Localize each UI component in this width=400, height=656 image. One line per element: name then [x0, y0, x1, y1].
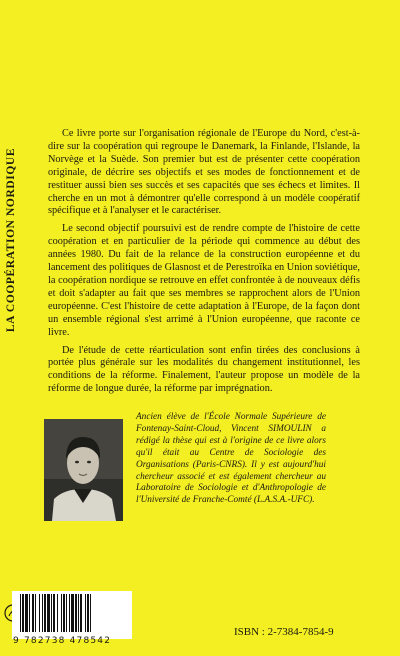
barcode-bar [78, 594, 79, 632]
summary-paragraph-1: Ce livre porte sur l'organisation régionale de l'Europe du Nord, c'est-à-dire sur la coopération qui regroupe le Danemark, la Finlande, l'Islande, la Norvège et la Suède. Son premier but est de présenter cette coopération originale, de décrire ses objectifs et ses modes de fonctionnement et de restituer aussi bien ses succès et ses capacités que ses échecs et limites. Il cherche en un mot à démontrer qu'elle correspond à un modèle coopératif spécifique et à l'analyser et le caractériser. [48, 128, 360, 217]
isbn-number: ISBN : 2-7384-7854-9 [234, 626, 334, 638]
barcode-bar [39, 594, 40, 632]
barcode-bar [44, 594, 46, 632]
barcode-bar [85, 594, 86, 632]
barcode [12, 591, 132, 639]
barcode-bar [29, 594, 30, 632]
barcode-bar [63, 594, 65, 632]
barcode-bar [25, 594, 28, 632]
spine-title-text: LA COOPÉRATION NORDIQUE [5, 147, 18, 333]
barcode-bar [69, 594, 70, 632]
author-photo [44, 419, 123, 521]
barcode-bar [53, 594, 55, 632]
barcode-bar [42, 594, 43, 632]
barcode-bar [87, 594, 89, 632]
barcode-bar [90, 594, 91, 632]
book-summary [48, 128, 360, 401]
barcode-bar [80, 594, 82, 632]
barcode-bar [71, 594, 74, 632]
barcode-bar [22, 594, 24, 632]
barcode-digits: 9 782738 478542 [13, 636, 112, 646]
barcode-bar [57, 594, 58, 632]
barcode-bar [66, 594, 67, 632]
barcode-bar [47, 594, 50, 632]
barcode-bar [51, 594, 52, 632]
barcode-bar [35, 594, 36, 632]
summary-paragraph-2: Le second objectif poursuivi est de rendre compte de l'histoire de cette coopération et en particulier de la période qui commence au début des années 1980. Du fait de la relance de la construction européenne et du lancement des politiques de Glasnost et de Perestroïka en Union soviétique, la coopération nordique se retrouve en effet confrontée à de nouveaux défis et doit s'adapter au fait que ses membres se rapprochent alors de l'Union européenne. C'est l'histoire de cette adaptation à l'Europe, de la façon dont un ensemble régional s'est arrimé à l'Union européenne, que raconte ce livre. [48, 223, 360, 338]
author-bio: Ancien élève de l'École Normale Supérieure de Fontenay-Saint-Cloud, Vincent SIMOULIN a rédigé la thèse qui est à l'origine de ce livre alors qu'il était au Centre de Sociologie des Organisations (Paris-CNRS). Il y est aujourd'hui chercheur associé et est également chercheur au Laboratoire de Sociologie et d'Anthropologie de l'Université de Franche-Comté (L.A.S.A.-UFC). [136, 412, 326, 506]
barcode-bar [75, 594, 77, 632]
summary-paragraph-3: De l'étude de cette réarticulation sont enfin tirées des conclusions à portée plus générale sur les modalités du changement institutionnel, les conditions de la réforme. Finalement, l'auteur propose un modèle de la réforme de longue durée, la réforme par imprégnation. [48, 344, 360, 395]
spine-title [3, 120, 19, 360]
barcode-bar [32, 594, 34, 632]
barcode-bar [61, 594, 62, 632]
barcode-bar [20, 594, 21, 632]
